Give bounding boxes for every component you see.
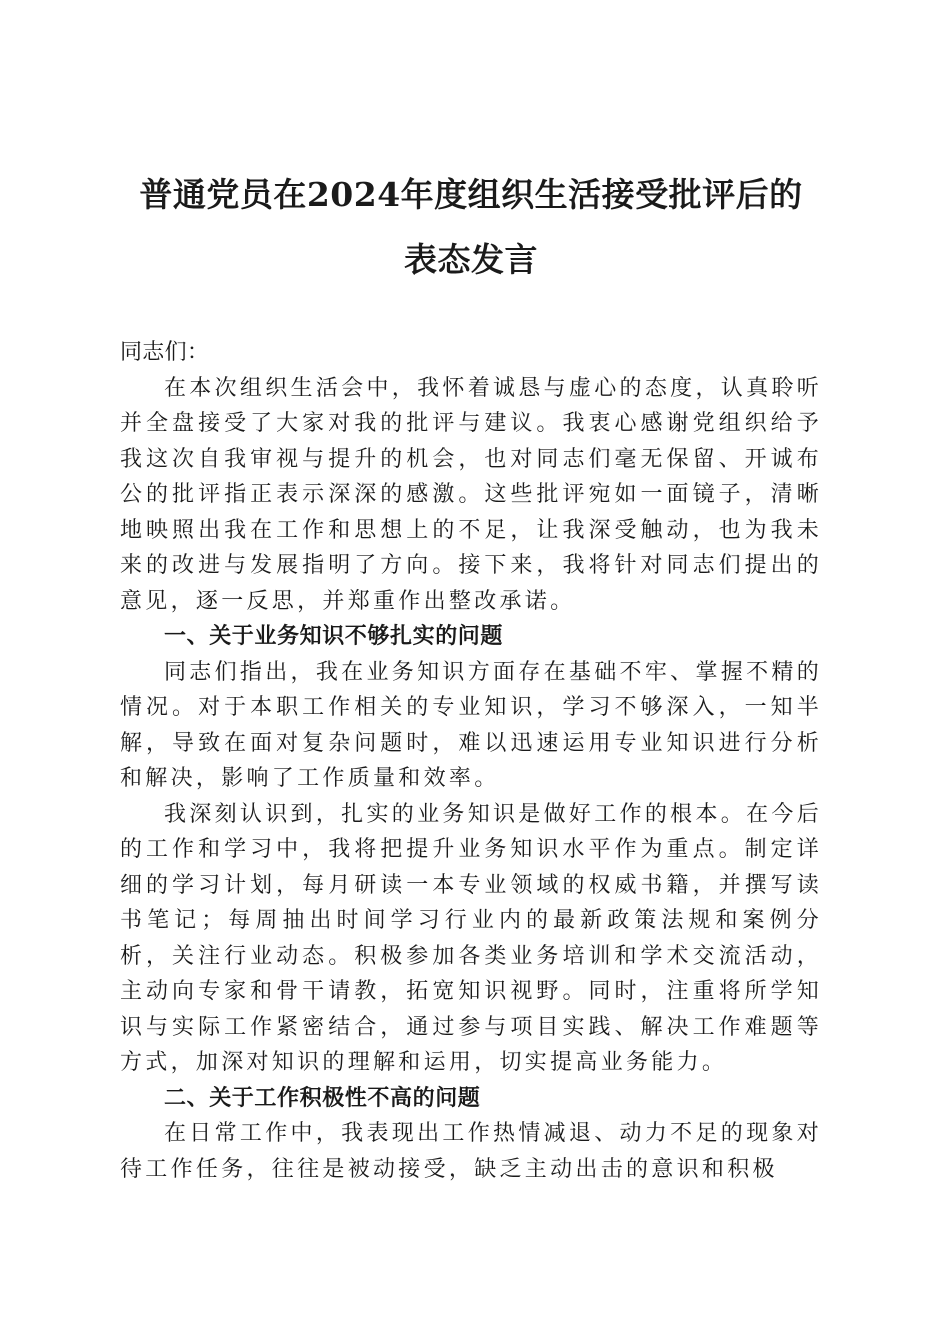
document-page	[120, 168, 822, 1187]
section-heading-1: 一、关于业务知识不够扎实的问题	[164, 624, 504, 649]
document-title-line-1: 普通党员在2024年度组织生活接受批评后的	[139, 175, 803, 214]
intro-paragraph: 在本次组织生活会中，我怀着诚恳与虚心的态度，认真聆听并全盘接受了大家对我的批评与建议。我衷心感谢党组织给予我这次自我审视与提升的机会，也对同志们毫无保留、开诚布公的批评指正表示深深的感激。这些批评宛如一面镜子，清晰地映照出我在工作和思想上的不足，让我深受触动，也为我未来的改进与发展指明了方向。接下来，我将针对同志们提出的意见，逐一反思，并郑重作出整改承诺。	[120, 375, 822, 614]
section-2-paragraph-1: 在日常工作中，我表现出工作热情减退、动力不足的现象对待工作任务，往往是被动接受，缺乏主动出击的意识和积极	[120, 1121, 822, 1182]
salutation: 同志们：	[120, 340, 210, 365]
section-heading-2: 二、关于工作积极性不高的问题	[164, 1085, 481, 1111]
section-1-paragraph-2: 我深刻认识到，扎实的业务知识是做好工作的根本。在今后的工作和学习中，我将把提升业务知识水平作为重点。制定详细的学习计划，每月研读一本专业领域的权威书籍，并撰写读书笔记；每周抽出时间学习行业内的最新政策法规和案例分析，关注行业动态。积极参加各类业务培训和学术交流活动，主动向专家和骨干请教，拓宽知识视野。同时，注重将所学知识与实际工作紧密结合，通过参与项目实践、解决工作难题等方式，加深对知识的理解和运用，切实提高业务能力。	[120, 801, 822, 1075]
document-title-line-2: 表态发言	[404, 240, 538, 279]
section-1-paragraph-1: 同志们指出，我在业务知识方面存在基础不牢、掌握不精的情况。对于本职工作相关的专业知识，学习不够深入，一知半解，导致在面对复杂问题时，难以迅速运用专业知识进行分析和解决，影响了工作质量和效率。	[120, 659, 822, 791]
